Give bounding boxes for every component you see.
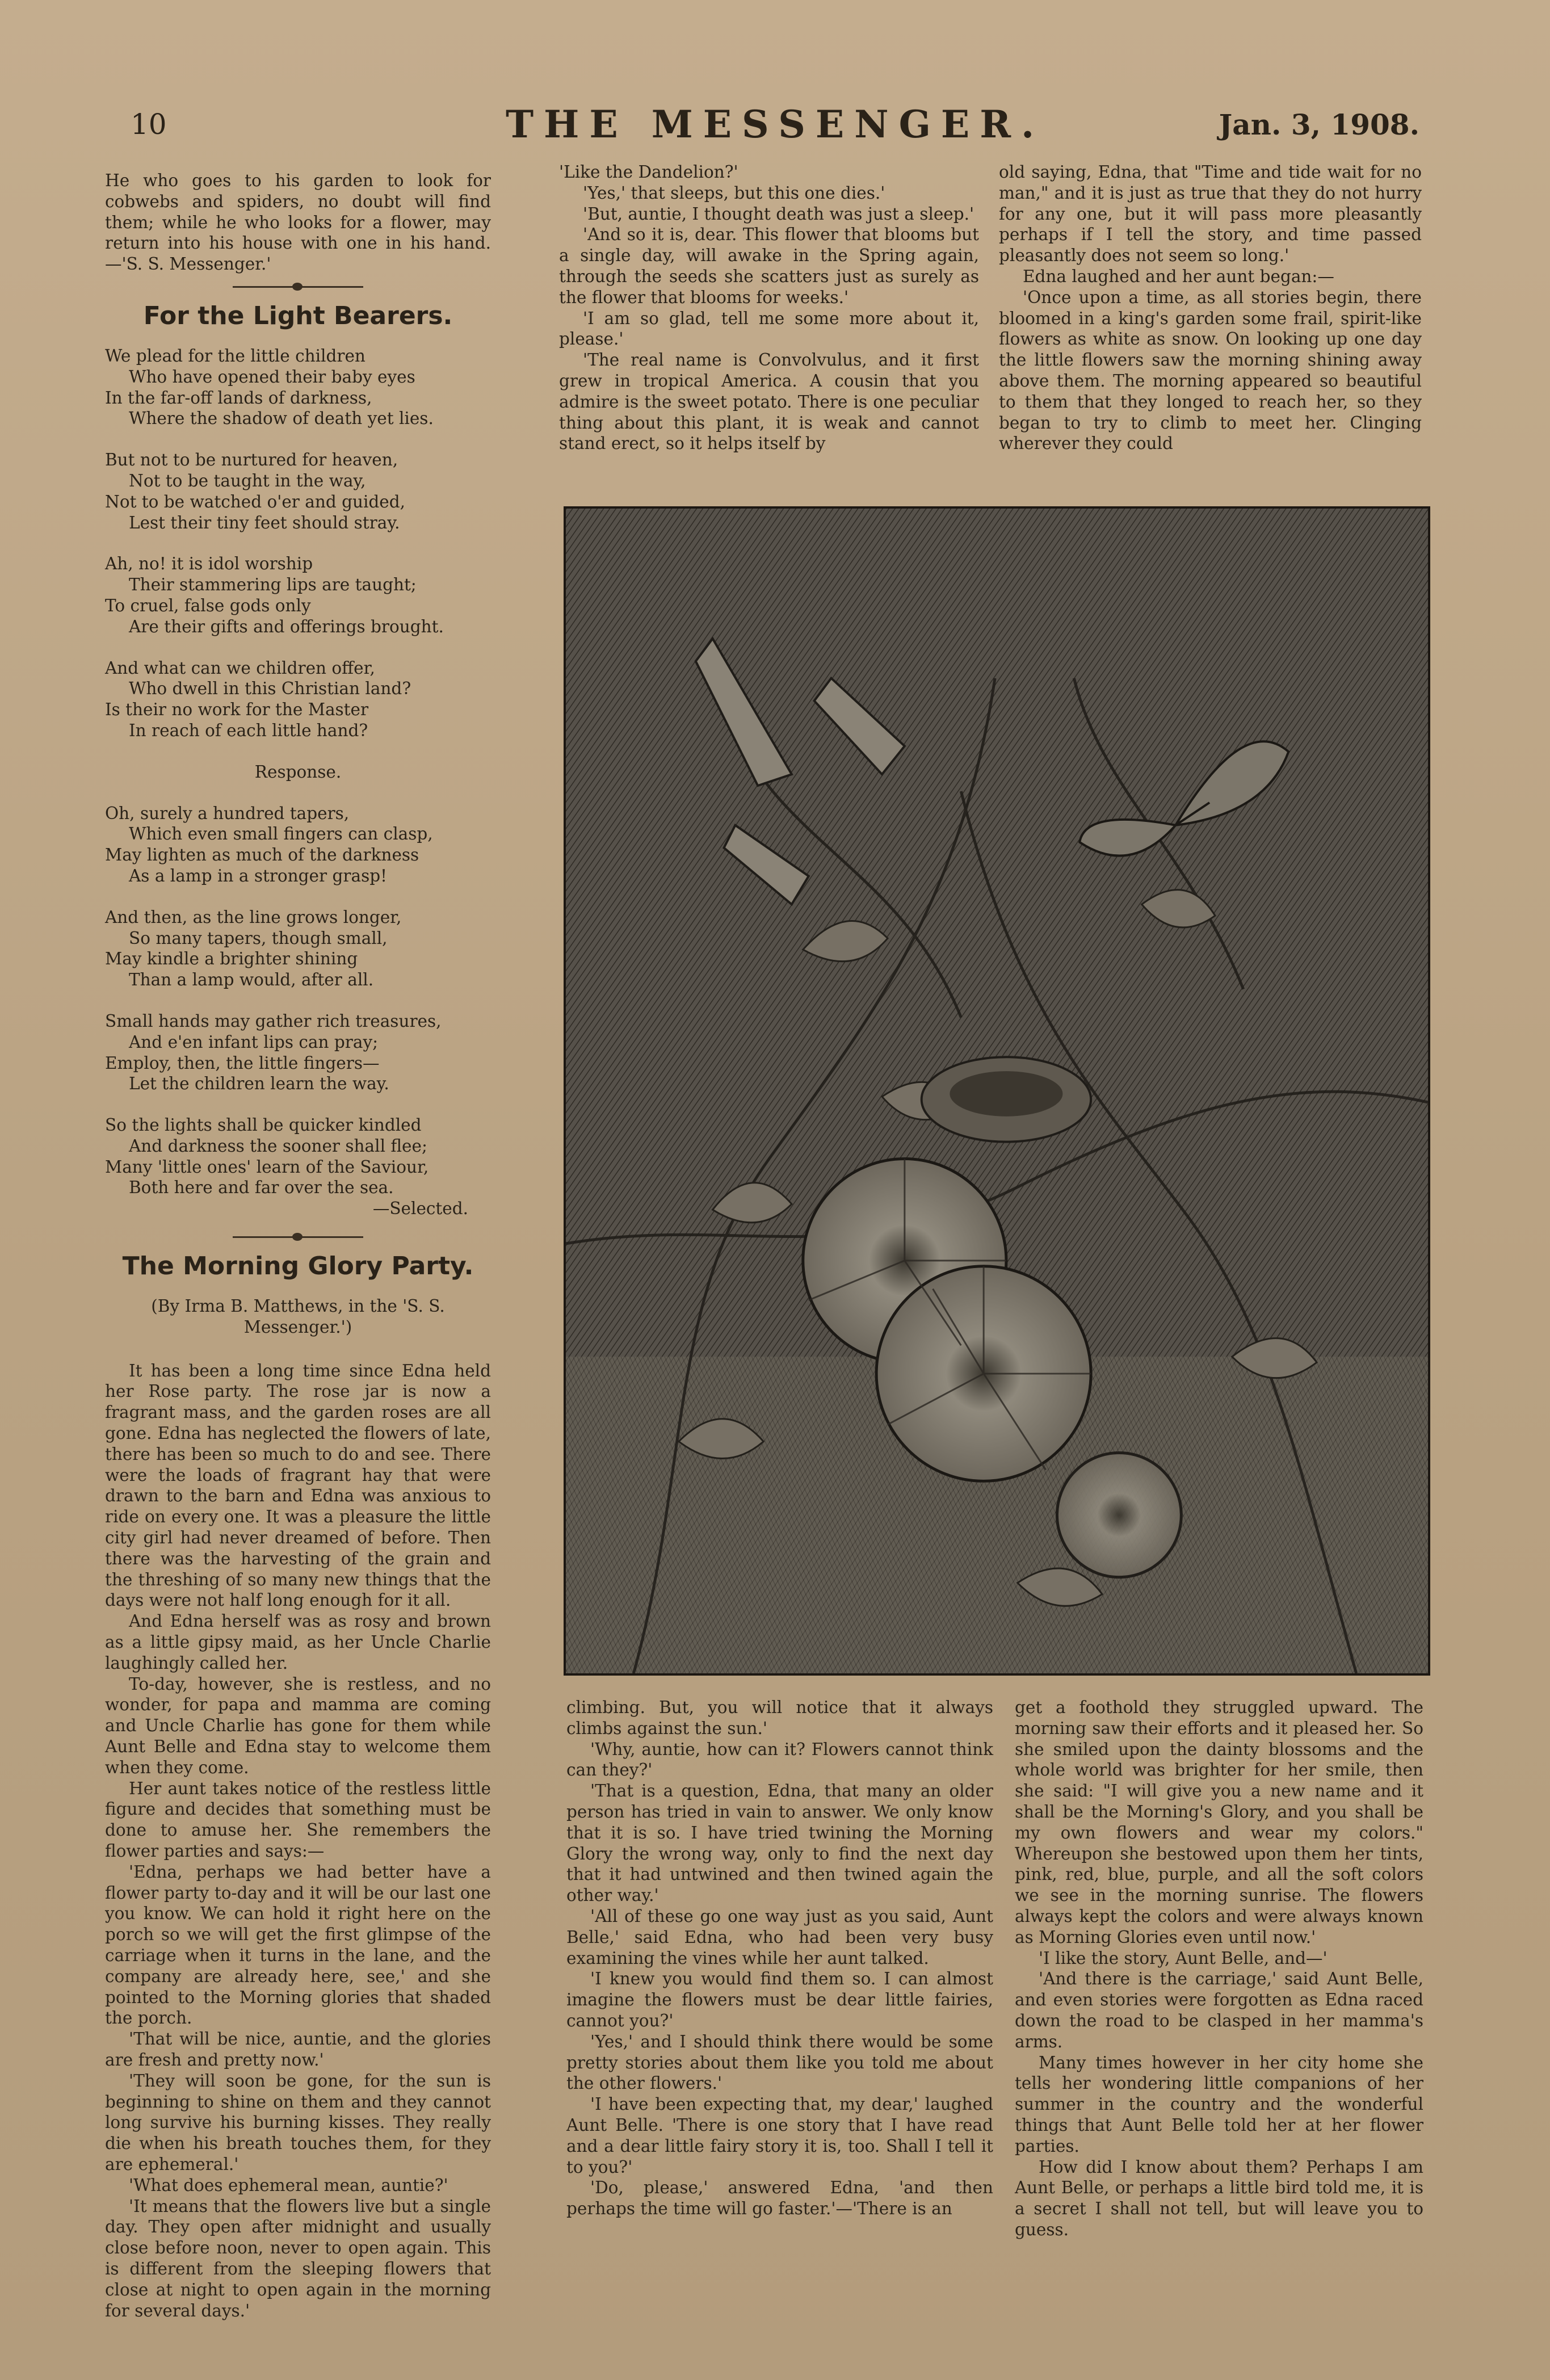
response-label: Response. bbox=[254, 762, 342, 782]
intro-paragraph: He who goes to his garden to look for cobwebs and spiders, no doubt will find them; while he who looks for a flower, may return into his house with one in his hand.—'S. S. Messenger.' bbox=[105, 171, 491, 274]
verse-line: Both here and far over the sea. bbox=[129, 1178, 394, 1198]
stanza bbox=[105, 803, 491, 887]
stanza bbox=[105, 553, 491, 637]
paragraph: 'I have been expecting that, my dear,' laughed Aunt Belle. 'There is one story that I have read and a dear little fairy story it is, too. Shall I tell it to you?' bbox=[566, 2094, 993, 2177]
paragraph: 'I knew you would find them so. I can almost imagine the flowers must be dear little fairies, cannot you?' bbox=[566, 1969, 993, 2030]
story-title: The Morning Glory Party. bbox=[122, 1252, 474, 1281]
column-left bbox=[105, 170, 491, 2321]
verse-line: Ah, no! it is idol worship bbox=[105, 554, 313, 574]
verse-line: In reach of each little hand? bbox=[129, 720, 368, 740]
verse-line: Let the children learn the way. bbox=[129, 1074, 389, 1094]
paragraph: 'Like the Dandelion?' bbox=[559, 162, 738, 182]
verse-line: And e'en infant lips can pray; bbox=[129, 1032, 379, 1052]
column-middle-top bbox=[559, 162, 979, 454]
paragraph: Her aunt takes notice of the restless little figure and decides that something must be done to amuse her. She remembers the flower parties and says:— bbox=[105, 1778, 491, 1861]
page-number: 10 bbox=[131, 108, 167, 141]
verse-line: Which even small fingers can clasp, bbox=[129, 824, 433, 844]
section-divider bbox=[233, 1236, 363, 1238]
verse-line: May lighten as much of the darkness bbox=[105, 845, 419, 865]
verse-line: Many 'little ones' learn of the Saviour, bbox=[105, 1157, 429, 1177]
stanza bbox=[105, 450, 491, 533]
verse-line: Than a lamp would, after all. bbox=[129, 970, 374, 990]
stanza bbox=[105, 658, 491, 741]
engraving-image bbox=[566, 509, 1428, 1673]
story-text-col2-bottom bbox=[566, 1697, 993, 2219]
verse-line: And then, as the line grows longer, bbox=[105, 907, 402, 927]
poem-title: For the Light Bearers. bbox=[143, 301, 453, 330]
section-divider bbox=[233, 286, 363, 288]
verse-line: Who dwell in this Christian land? bbox=[129, 679, 411, 699]
column-right-bottom bbox=[1015, 1697, 1423, 2240]
paragraph: 'It means that the flowers live but a single day. They open after midnight and usually close before noon, never to open again. This is different from the sleeping flowers that close at night to open again in the morning for several days.' bbox=[105, 2196, 491, 2320]
morning-glory-engraving bbox=[564, 506, 1430, 1676]
verse-line: Not to be watched o'er and guided, bbox=[105, 492, 406, 511]
paragraph: 'Do, please,' answered Edna, 'and then perhaps the time will go faster.'—'There is an bbox=[566, 2178, 993, 2219]
paragraph: 'But, auntie, I thought death was just a sleep.' bbox=[583, 204, 974, 224]
paragraph: It has been a long time since Edna held her Rose party. The rose jar is now a fragrant mass, and the garden roses are all gone. Edna has neglected the flowers of late, there has been so much to do and see. There were the loads of fragrant hay that were drawn to the barn and Edna was anxious to ride on every one. It was a pleasure the little city girl had never dreamed of before. Then there was the harvesting of the grain and the threshing of so many new things that the days were not half long enough for it all. bbox=[105, 1361, 491, 1610]
paragraph: Many times however in her city home she tells her wondering little companions of her summer in the country and the wonderful things that Aunt Belle told her at her flower parties. bbox=[1015, 2052, 1423, 2156]
verse-line: Their stammering lips are taught; bbox=[129, 575, 417, 595]
verse-line: As a lamp in a stronger grasp! bbox=[129, 866, 387, 885]
verse-line: To cruel, false gods only bbox=[105, 595, 311, 615]
verse-line: Not to be taught in the way, bbox=[129, 471, 366, 490]
verse-line: May kindle a brighter shining bbox=[105, 949, 358, 969]
issue-date: Jan. 3, 1908. bbox=[1219, 108, 1419, 141]
verse-line: Small hands may gather rich treasures, bbox=[105, 1011, 442, 1031]
verse-line: Oh, surely a hundred tapers, bbox=[105, 803, 350, 823]
story-text-col1 bbox=[105, 1361, 491, 2322]
stanza bbox=[105, 1011, 491, 1094]
paragraph: 'And so it is, dear. This flower that blooms but a single day, will awake in the Spring again, through the seeds she scatters just as surely as the flower that blooms for weeks.' bbox=[559, 225, 979, 307]
verse-line: Are their gifts and offerings brought. bbox=[129, 616, 444, 636]
paragraph: And Edna herself was as rosy and brown as a little gipsy maid, as her Uncle Charlie laughingly called her. bbox=[105, 1611, 491, 1673]
stanza bbox=[105, 1115, 491, 1198]
verse-line: But not to be nurtured for heaven, bbox=[105, 450, 398, 470]
story-text-col3-bottom bbox=[1015, 1697, 1423, 2240]
paragraph: get a foothold they struggled upward. The morning saw their efforts and it pleased her. So she smiled upon the dainty blossoms and the whole world was brighter for her smile, then she said: "I will give you a new name and it shall be the Morning's Glory, and you shall be my own flowers and wear my colors." Whereupon she bestowed upon them her tints, pink, red, blue, purple, and all the soft colors we see in the morning sunrise. The flowers always kept the colors and were always known as Morning Glories even until now.' bbox=[1015, 1698, 1423, 1947]
story-byline: (By Irma B. Matthews, in the 'S. S. Messenger.') bbox=[151, 1296, 445, 1337]
verse-line: And what can we children offer, bbox=[105, 658, 375, 678]
paragraph: 'Yes,' and I should think there would be some pretty stories about them like you told me about the other flowers.' bbox=[566, 2031, 993, 2093]
verse-line: In the far-off lands of darkness, bbox=[105, 388, 372, 408]
paragraph: old saying, Edna, that "Time and tide wait for no man," and it is just as true that they do not hurry for any one, but it will pass more pleasantly perhaps if I tell the story, and time passed pleasantly does not seem so long.' bbox=[999, 162, 1422, 266]
verse-line: So many tapers, though small, bbox=[129, 928, 388, 948]
stanza bbox=[105, 907, 491, 990]
paragraph: Edna laughed and her aunt began:— bbox=[1023, 266, 1334, 286]
paragraph: 'That will be nice, auntie, and the glories are fresh and pretty now.' bbox=[105, 2029, 491, 2070]
verse-line: Where the shadow of death yet lies. bbox=[129, 409, 434, 429]
paragraph: 'They will soon be gone, for the sun is beginning to shine on them and they cannot long survive his burning kisses. They really die when his breath touches them, for they are ephemeral.' bbox=[105, 2071, 491, 2174]
paragraph: 'Yes,' that sleeps, but this one dies.' bbox=[583, 183, 885, 203]
verse-line: Employ, then, the little fingers— bbox=[105, 1053, 380, 1073]
paragraph: 'Why, auntie, how can it? Flowers cannot think can they?' bbox=[566, 1739, 993, 1780]
masthead bbox=[131, 102, 1419, 148]
paragraph: How did I know about them? Perhaps I am Aunt Belle, or perhaps a little bird told me, it is a secret I shall not tell, but will leave you to guess. bbox=[1015, 2157, 1423, 2239]
verse-line: And darkness the sooner shall flee; bbox=[129, 1136, 427, 1156]
story-text-col2-top bbox=[559, 162, 979, 454]
response-body bbox=[105, 803, 491, 1199]
paragraph: 'I am so glad, tell me some more about it, please.' bbox=[559, 308, 979, 349]
paragraph: 'The real name is Convolvulus, and it first grew in tropical America. A cousin that you admire is the sweet potato. There is one peculiar thing about this plant, it is weak and cannot stand erect, so it helps itself by bbox=[559, 350, 979, 454]
paragraph: 'What does ephemeral mean, auntie?' bbox=[129, 2175, 448, 2195]
column-middle-bottom bbox=[566, 1697, 993, 2219]
verse-line: We plead for the little children bbox=[105, 346, 366, 366]
verse-line: Is their no work for the Master bbox=[105, 700, 369, 720]
paragraph: 'And there is the carriage,' said Aunt Belle, and even stories were forgotten as Edna raced down the road to be clasped in her mamma's arms. bbox=[1015, 1969, 1423, 2051]
verse-line: Who have opened their baby eyes bbox=[129, 367, 415, 387]
paragraph: 'I like the story, Aunt Belle, and—' bbox=[1039, 1948, 1328, 1968]
paper-title: THE MESSENGER. bbox=[505, 102, 1045, 146]
column-right-top bbox=[999, 162, 1422, 454]
poem-credit: —Selected. bbox=[372, 1199, 468, 1219]
paragraph: To-day, however, she is restless, and no wonder, for papa and mamma are coming and Uncle Charlie has gone for them while Aunt Belle and Edna stay to welcome them when they come. bbox=[105, 1674, 491, 1777]
verse-line: So the lights shall be quicker kindled bbox=[105, 1115, 422, 1135]
stanza bbox=[105, 346, 491, 429]
story-text-col3-top bbox=[999, 162, 1422, 454]
paragraph: 'That is a question, Edna, that many an older person has tried in vain to answer. We only know that it is so. I have tried twining the Morning Glory the wrong way, only to find the next day that it had untwined and then twined again the other way.' bbox=[566, 1781, 993, 1905]
paragraph: 'Once upon a time, as all stories begin, there bloomed in a king's garden some frail, spirit-like flowers as white as snow. On looking up one day the little flowers saw the morning shining away above them. The morning appeared so beautiful to them that they longed to reach her, so they began to try to climb to meet her. Clinging wherever they could bbox=[999, 287, 1422, 454]
paragraph: climbing. But, you will notice that it always climbs against the sun.' bbox=[566, 1698, 993, 1738]
paragraph: 'Edna, perhaps we had better have a flower party to-day and it will be our last one you know. We can hold it right here on the porch so we will get the first glimpse of the carriage when it turns in the lane, and the company are already here, see,' and she pointed to the Morning glories that shaded the porch. bbox=[105, 1862, 491, 2028]
verse-line: Lest their tiny feet should stray. bbox=[129, 513, 400, 532]
poem-body bbox=[105, 346, 491, 741]
paragraph: 'All of these go one way just as you said, Aunt Belle,' said Edna, who had been very busy examining the vines while her aunt talked. bbox=[566, 1906, 993, 1968]
